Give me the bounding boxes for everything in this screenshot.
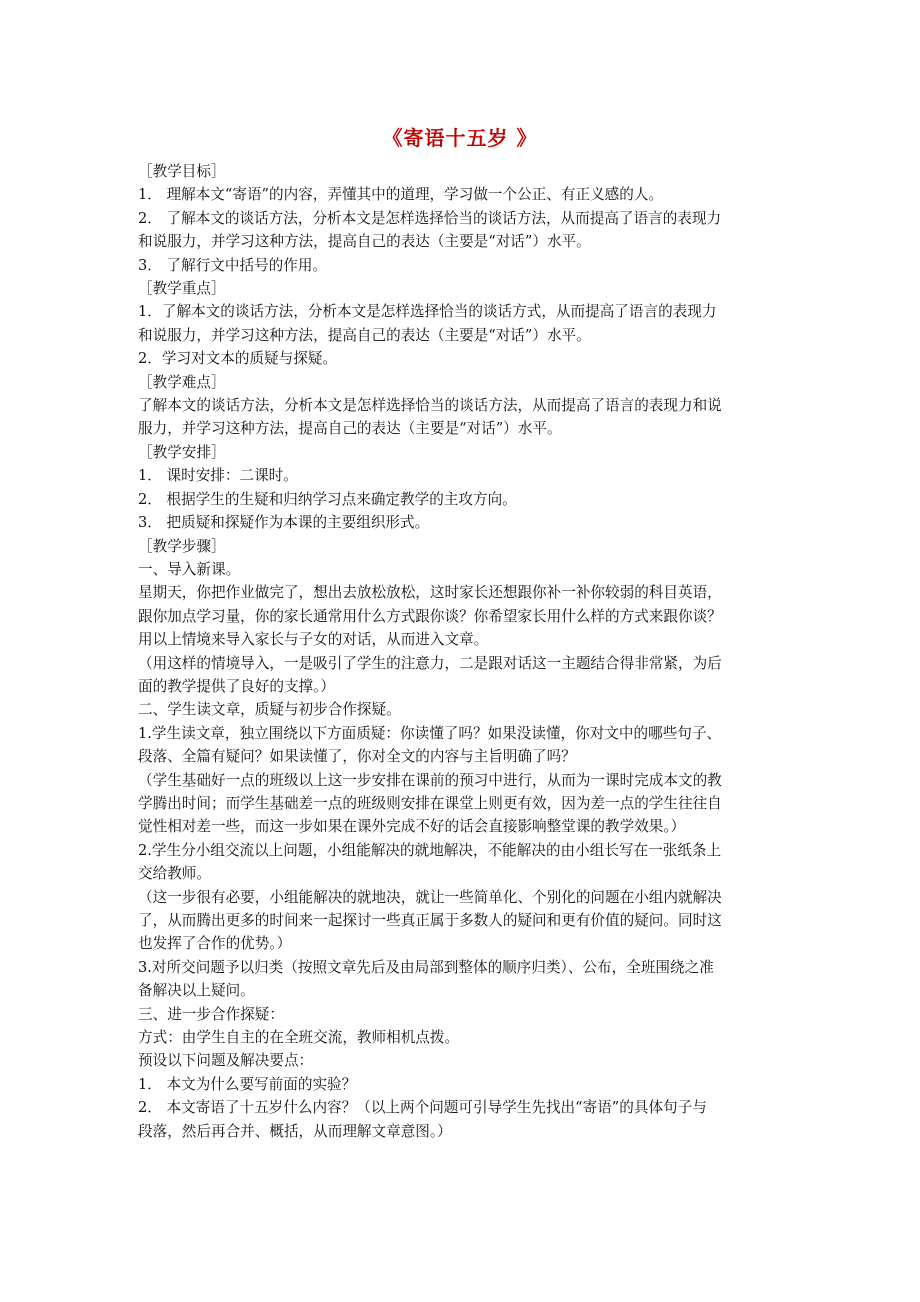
text-line: 2．学习对文本的质疑与探疑。 bbox=[138, 350, 338, 368]
text-line: 1． 理解本文“寄语”的内容，弄懂其中的道理，学习做一个公正、有正义感的人。 bbox=[138, 186, 664, 204]
text-line: 1． 课时安排：二课时。 bbox=[138, 467, 298, 485]
text-line: 交给教师。 bbox=[138, 865, 211, 883]
text-line: 2． 了解本文的谈话方法，分析本文是怎样选择恰当的谈话方法，从而提高了语言的表现力 bbox=[138, 209, 722, 227]
text-line: （用这样的情境导入，一是吸引了学生的注意力，二是跟对话这一主题结合得非常紧，为后 bbox=[138, 654, 722, 672]
text-line: 觉性相对差一些，而这一步如果在课外完成不好的话会直接影响整堂课的教学效果。） bbox=[138, 818, 686, 836]
document-body bbox=[138, 160, 788, 1143]
text-line: 段落，然后再合并、概括，从而理解文章意图。） bbox=[138, 1122, 452, 1140]
text-line: 1.学生读文章，独立围绕以下方面质疑：你读懂了吗？如果没读懂，你对文中的哪些句子、 bbox=[138, 724, 722, 742]
text-line: 二、学生读文章，质疑与初步合作探疑。 bbox=[138, 701, 401, 719]
text-line: 2.学生分小组交流以上问题，小组能解决的就地解决，不能解决的由小组长写在一张纸条上 bbox=[138, 841, 722, 859]
text-line: 1． 本文为什么要写前面的实验？ bbox=[138, 1075, 357, 1093]
text-line: 备解决以上疑问。 bbox=[138, 982, 255, 1000]
text-line: 段落、全篇有疑问？如果读懂了，你对全文的内容与主旨明确了吗？ bbox=[138, 748, 576, 766]
text-line: 2． 本文寄语了十五岁什么内容？（以上两个问题可引导学生先找出“寄语”的具体句子与 bbox=[138, 1099, 707, 1117]
text-line: 1．了解本文的谈话方法，分析本文是怎样选择恰当的谈话方式，从而提高了语言的表现力 bbox=[138, 303, 717, 321]
text-line: （这一步很有必要，小组能解决的就地决，就让一些简单化、个别化的问题在小组内就解决 bbox=[138, 888, 722, 906]
text-line: 2． 根据学生的生疑和归纳学习点来确定教学的主攻方向。 bbox=[138, 490, 517, 508]
text-line: 服力，并学习这种方法，提高自己的表达（主要是“对话”）水平。 bbox=[138, 420, 562, 438]
text-line: ［教学安排］ bbox=[138, 443, 226, 461]
text-line: 了，从而腾出更多的时间来一起探讨一些真正属于多数人的疑问和更有价值的疑问。同时这 bbox=[138, 912, 722, 929]
text-line: 3.对所交问题予以归类（按照文章先后及由局部到整体的顺序归类）、公布，全班围绕之准 bbox=[138, 958, 714, 976]
document-title: 《寄语十五岁 》 bbox=[382, 126, 538, 150]
text-line: 用以上情境来导入家长与子女的对话，从而进入文章。 bbox=[138, 631, 489, 649]
text-line: 一、导入新课。 bbox=[138, 560, 241, 578]
text-line: ［教学难点］ bbox=[138, 373, 226, 391]
text-line: 学腾出时间；而学生基础差一点的班级则安排在课堂上则更有效，因为差一点的学生往往自 bbox=[138, 794, 722, 812]
text-line: 也发挥了合作的优势。） bbox=[138, 935, 292, 953]
text-line: 跟你加点学习量，你的家长通常用什么方式跟你谈？你希望家长用什么样的方式来跟你谈？ bbox=[138, 607, 722, 625]
text-line: 和说服力，并学习这种方法，提高自己的表达（主要是“对话”）水平。 bbox=[138, 233, 591, 251]
text-line: 3． 了解行文中括号的作用。 bbox=[138, 256, 328, 274]
text-line: ［教学步骤］ bbox=[138, 537, 226, 555]
text-line: 面的教学提供了良好的支撑。） bbox=[138, 677, 336, 695]
text-line: 方式：由学生自主的在全班交流，教师相机点拨。 bbox=[138, 1029, 460, 1047]
text-line: 星期天，你把作业做完了，想出去放松放松，这时家长还想跟你补一补你较弱的科目英语， bbox=[138, 584, 722, 602]
text-line: 3． 把质疑和探疑作为本课的主要组织形式。 bbox=[138, 514, 430, 532]
text-line: 三、进一步合作探疑： bbox=[138, 1005, 284, 1023]
text-line: 和说服力，并学习这种方法，提高自己的表达（主要是“对话”）水平。 bbox=[138, 326, 591, 344]
text-line: ［教学目标］ bbox=[138, 163, 226, 180]
text-line: （学生基础好一点的班级以上这一步安排在课前的预习中进行，从而为一课时完成本文的教 bbox=[138, 771, 722, 789]
text-line: 预设以下问题及解决要点： bbox=[138, 1052, 314, 1070]
text-line: ［教学重点］ bbox=[138, 280, 226, 298]
text-line: 了解本文的谈话方法，分析本文是怎样选择恰当的谈话方法，从而提高了语言的表现力和说 bbox=[138, 397, 722, 415]
